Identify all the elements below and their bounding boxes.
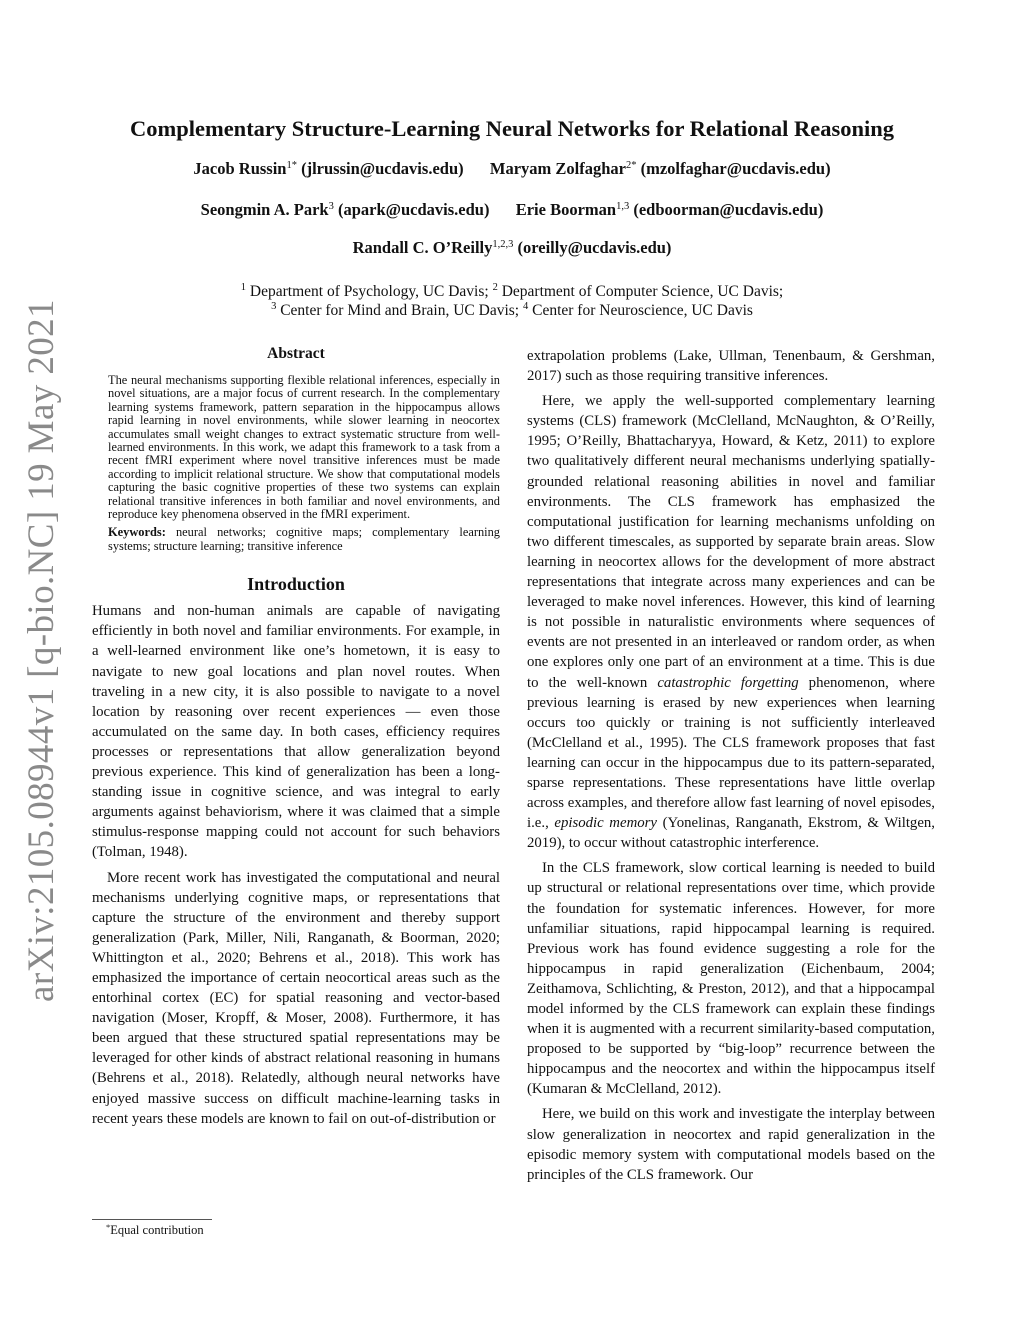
author-email: (mzolfaghar@ucdavis.edu)	[640, 159, 831, 178]
affiliation: Department of Psychology, UC Davis;	[246, 283, 493, 300]
author-affiliation-mark: 3	[328, 201, 334, 212]
author-affiliation-mark: 1,2,3	[492, 239, 514, 250]
intro-paragraph-2: More recent work has investigated the computational and neural mechanisms underlying cognitive maps, or representations that capture the structure of the environment and thereby support generalization (Park, Miller, Nili, Ranganath, & Boorman, 2020; Whittington et al., 2020; Behrens et al., 2018). This work has emphasized the importance of certain neocortical areas such as the entorhinal cortex (EC) for spatial reasoning and vector-based navigation (Moser, Kropff, & Moser, 2008). Furthermore, it has been argued that these structured spatial representations may be leveraged for other kinds of abstract relational reasoning in humans (Behrens et al., 2018). Relatedly, although neural networks have enjoyed massive success on difficult machine-learning tasks in recent years these models are known to fail on out-of-distribution or	[92, 869, 500, 1127]
author-name: Seongmin A. Park	[200, 200, 329, 219]
footnote	[106, 1222, 204, 1238]
affiliation-mark: 4	[522, 301, 529, 312]
author-email: (edboorman@ucdavis.edu)	[633, 200, 824, 219]
affiliation-mark: 3	[271, 301, 277, 312]
affiliation: Center for Mind and Brain, UC Davis;	[276, 302, 523, 319]
author-affiliation-mark: 1,3	[616, 201, 630, 212]
author-name: Jacob Russin	[193, 159, 287, 178]
keywords	[108, 526, 500, 553]
author-affiliation-mark: 2*	[625, 160, 637, 171]
author-email: (oreilly@ucdavis.edu)	[517, 238, 672, 257]
keywords-label: Keywords:	[108, 525, 166, 540]
emphasis-term: catastrophic forgetting	[657, 674, 799, 691]
affiliation: Center for Neuroscience, UC Davis	[528, 302, 753, 319]
affiliation-mark: 2	[492, 282, 498, 293]
author-name: Erie Boorman	[515, 200, 617, 219]
footnote-rule	[92, 1219, 212, 1220]
introduction-heading: Introduction	[247, 574, 345, 595]
paragraph-text: phenomenon, where previous learning is erased by new experiences when learning occurs too quickly or training is not sufficiently interleaved (McClelland et al., 1995). The CLS framework proposes that fast learning can occur in the hippocampus due to its pattern-separated, sparse representations. These representations have little overlap across examples, and therefore allow fast learning of novel episodes, i.e.,	[527, 674, 935, 832]
author-email: (jlrussin@ucdavis.edu)	[301, 159, 464, 178]
paragraph-text: Here, we apply the well-supported complementary learning systems (CLS) framework (McClelland, McNaughton, & O’Reilly, 1995; O’Reilly, Bhattacharyya, Howard, & Ketz, 2011) to explore two qualitatively different neural mechanisms underlying spatially-grounded relational reasoning abilities in novel and familiar environments. The CLS framework has emphasized the computational justification for learning mechanisms unfolding on two different timescales, as supported by separate brain areas. Slow learning in neocortex allows for the development of more abstract representations that integrate across many experiences and can be leveraged to make novel inferences. However, this kind of learning is not possible in naturalistic environments where sequences of events are not presented in an interleaved or random order, as when one explores only one part of an environment at a time. This is due to the well-known	[527, 393, 935, 691]
intro-paragraph-1: Humans and non-human animals are capable of navigating efficiently in both novel and familiar environments. For example, in a well-learned environment like one’s hometown, it is easy to navigate to new goal locations and plan novel routes. When traveling in a new city, it is also possible to navigate to a novel location by reasoning over recent experiences — even those accumulated on the same day. In both cases, efficiency requires processes or representations that allow generalization beyond previous experience. This kind of generalization has been a long-standing issue in cognitive science, and was integral to early arguments against behaviorism, where it was claimed that a simple stimulus-response mapping could not account for such behaviors (Tolman, 1948).	[92, 603, 500, 861]
emphasis-term: episodic memory	[554, 815, 657, 832]
abstract-text: The neural mechanisms supporting flexible relational inferences, especially in novel situations, are a major focus of current research. In the complementary learning systems framework, pattern separation in the hippocampus allows rapid learning in novel environments, while slower learning in neocortex accumulates small weight changes to extract systematic structure from well-learned environments. In this work, we adapt this framework to a task from a recent fMRI experiment where novel transitive inferences must be made according to implicit relational structure. We show that computational models capturing the basic cognitive properties of these two systems can explain relational transitive inferences in both familiar and novel environments, and reproduce key phenomena observed in the fMRI experiment.	[108, 373, 500, 522]
author-name: Maryam Zolfaghar	[489, 159, 626, 178]
right-column	[527, 346, 935, 1185]
author-affiliation-mark: 1*	[286, 160, 297, 171]
slow-learning-paragraph: In the CLS framework, slow cortical learning is needed to build up structural or relational representations over time, which provide the foundation for systematic inferences. However, for more unfamiliar situations, rapid hippocampal learning is required. Previous work has found evidence suggesting a role for the hippocampus in rapid generalization (Eichenbaum, 2004; Zeithamova, Schlichting, & Preston, 2012), and that a hippocampal model informed by the CLS framework can explain these findings when it is augmented with a recurrent similarity-based computation, proposed to be supported by “big-loop” recurrence between the hippocampus and the neocortex and within the hippocampus itself (Kumaran & McClelland, 2012).	[527, 860, 935, 1098]
arxiv-sidebar	[16, 298, 66, 1002]
left-column	[92, 344, 500, 1129]
paper-title: Complementary Structure-Learning Neural Networks for Relational Reasoning	[129, 116, 895, 141]
affiliation: Department of Computer Science, UC Davis;	[497, 283, 784, 300]
current-work-paragraph: Here, we build on this work and investigate the interplay between slow generalization in neocortex and rapid generalization in the episodic memory system with computational models based on the principles of the CLS framework. Our	[527, 1106, 935, 1183]
authors-row-1	[0, 158, 1024, 180]
author-name: Randall C. O’Reilly	[352, 238, 493, 257]
paragraph-continuation: extrapolation problems (Lake, Ullman, Tenenbaum, & Gershman, 2017) such as those requiring transitive inferences.	[527, 348, 935, 385]
keywords-list: neural networks; cognitive maps; complementary learning systems; structure learning; transitive inference	[108, 525, 500, 553]
authors-row-2	[0, 199, 1024, 221]
cls-framework-paragraph	[527, 391, 935, 853]
author-email: (apark@ucdavis.edu)	[337, 200, 490, 219]
affiliation-mark: 1	[240, 282, 247, 293]
authors-row-3	[0, 237, 1024, 259]
affiliations-line-1	[0, 282, 1024, 302]
footnote-mark: *	[106, 1222, 111, 1232]
abstract-heading: Abstract	[267, 345, 325, 362]
affiliations-line-2	[0, 301, 1024, 321]
paragraph-text: (Yonelinas, Ranganath, Ekstrom, & Wiltgen, 2019), to occur without catastrophic interference.	[527, 815, 935, 852]
footnote-text: Equal contribution	[110, 1223, 204, 1237]
arxiv-identifier: arXiv:2105.08944v1 [q-bio.NC] 19 May 2021	[20, 298, 62, 1002]
